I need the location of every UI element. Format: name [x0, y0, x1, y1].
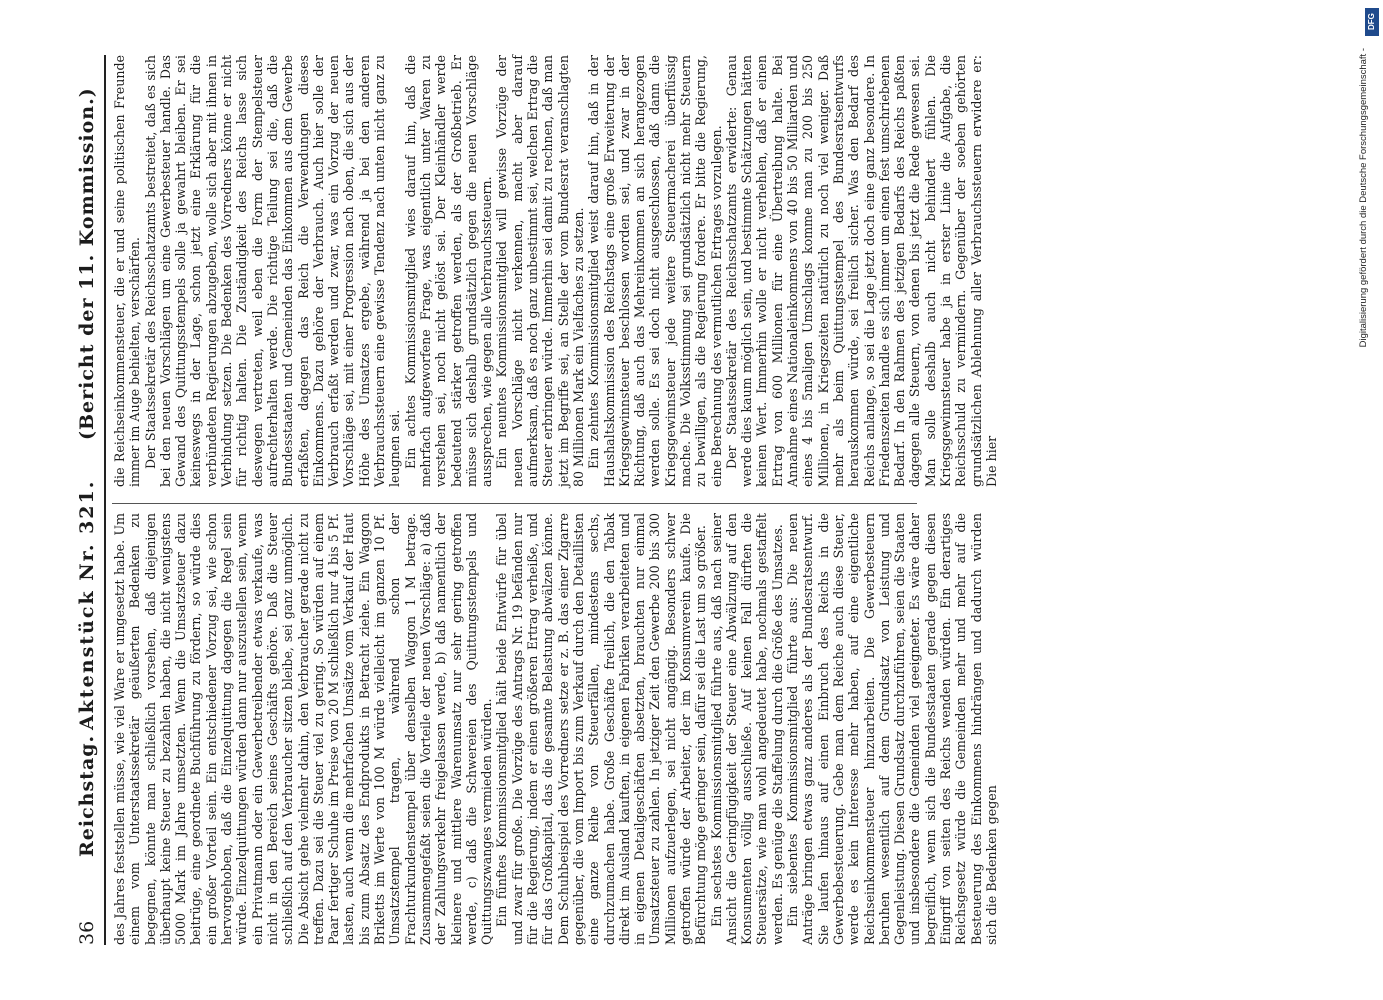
paragraph: Ein zehntes Kommissionsmitglied weist darauf hin, daß in der Haushaltskommission des Reichstags eine große Erweiterung der Kriegsgewinnsteuer beschlossen worden sei, und zwar in der Richtung, daß auch das Mehreinkommen an sich herangezogen werden solle. Es sei doch nicht ausgeschlossen, daß dann die Kriegsgewinnsteuer jede weitere Steuermacherei überflüssig mache. Die Volksstimmung sei grundsätzlich nicht mehr Steuern zu bewilligen, als die Regierung fordere. Er bitte die Regierung, eine Berechnung des vermutlichen Ertrages vorzulegen. — [586, 55, 724, 487]
document-title: Aktenstück Nr. 321. — [76, 479, 98, 730]
header-rule — [104, 55, 106, 945]
paragraph: des Jahres feststellen müsse, wie viel Ware er umgesetzt habe. Um einem vom Unterstaatssekretär geäußerten Bedenken zu begegnen, könnte man schließlich vorsehen, daß diejenigen überhaupt keine Steuer zu bezahlen haben, die nicht wenigstens 5000 Mark im Jahre umsetzten. Wenn die Umsatzsteuer dazu beitrüge, eine geordnete Buchführung zu fördern, so würde dies ein großer Vorteil sein. Ein entschiedener Vorzug sei, wie schon hervorgehoben, daß die Einzelquittung dagegen die Regel sein würde. Einzelquittungen würden dann nur auszustellen sein, wenn ein Privatmann oder ein Gewerbetreibender etwas verkaufe, was nicht in den Bereich seines Geschäfts gehöre. Daß die Steuer schließlich auf den Verbraucher sitzen bleibe, sei ganz unmöglich. Die Absicht gehe vielmehr dahin, den Verbraucher gerade nicht zu treffen. Dazu sei die Steuer viel zu gering. So würden auf einem Paar fertiger Schuhe im Preise von 20 M schließlich nur 4 bis 5 Pf. lasten, auch wenn die mehrfachen Umsätze vom Verkauf der Haut bis zum Absatz des Endprodukts in Betracht ziehe. Ein Waggon Briketts im Werte von 100 M würde vielleicht im ganzen 10 Pf. Umsatzstempel tragen, während schon der Frachturkundenstempel über denselben Waggon 1 M betrage. Zusammengefaßt seien die Vorteile der neuen Vorschläge: a) daß der Zahlungsverkehr freigelassen werde, b) daß namentlich der kleinere und mittlere Warenumsatz nur sehr gering getroffen werde, c) daß die Schwereien des Quittungsstempels und Quittungszwanges vermieden würden. — [112, 513, 495, 945]
digitization-credit-sidebar — [1358, 8, 1380, 992]
text-column-right — [112, 55, 999, 487]
paragraph: Ein neuntes Kommissionsmitglied will gewisse Vorzüge der neuen Vorschläge nicht verkennen, macht aber darauf aufmerksam, daß es noch ganz unbestimmt sei, welchen Ertrag die Steuer erbringen würde. Immerhin sei damit zu rechnen, daß man jetzt im Begriffe sei, an Stelle der vom Bundesrat veranschlagten 80 Millionen Mark ein Vielfaches zu setzen. — [494, 55, 586, 487]
paragraph: Ein sechstes Kommissionsmitglied führte aus, daß nach seiner Ansicht die Geringfügigkeit der Steuer eine Abwälzung auf den Konsumenten völlig ausschließe. Auf keinen Fall dürften die Steuersätze, wie man wohl angedeutet habe, nochmals gestaffelt werden. Es genüge die Staffelung durch die Größe des Umsatzes. — [708, 513, 785, 945]
paragraph: Ein achtes Kommissionsmitglied wies darauf hin, daß die mehrfach aufgeworfene Frage, was eigentlich unter Waren zu verstehen sei, noch nicht gelöst sei. Der Kleinhändler werde bedeutend stärker getroffen werden, als der Großbetrieb. Er müsse sich deshalb grundsätzlich gegen die neuen Vorschläge aussprechen, wie gegen alle Verbrauchssteuern. — [402, 55, 495, 487]
dfg-logo: DFG — [1365, 8, 1379, 36]
paragraph: die Reichseinkommensteuer, die er und seine politischen Freunde immer im Auge behielten, verschärfen. — [112, 55, 143, 487]
page-header — [76, 55, 106, 945]
column-divider — [112, 503, 917, 504]
paragraph: Der Staatssekretär des Reichsschatzamts bestreitet, daß es sich bei den neuen Vorschlägen um eine Gewerbesteuer handle. Das Gewand des Quittungsstempels solle ja gewahrt bleiben. Er sei keineswegs in der Lage, schon jetzt eine Erklärung für die verbündeten Regierungen abzugeben, wolle sich aber mit ihnen in Verbindung setzen. Die Bedenken des Vorredners könne er nicht für richtig halten. Die Zuständigkeit des Reichs lasse sich deswegen vertreten, weil eben die Form der Stempelsteuer aufrechterhalten werde. Die richtige Teilung sei die, daß die Bundesstaaten und Gemeinden das Einkommen aus dem Gewerbe erfaßten, dagegen das Reich die Verwendungen dieses Einkommens. Dazu gehöre der Verbrauch. Auch hier solle der Verbrauch erfaßt werden und zwar, was ein Vorzug der neuen Vorschläge sei, mit einer Progression nach oben, die sich aus der Höhe des Umsatzes ergebe, während ja bei den anderen Verbrauchssteuern eine gewisse Tendenz nach unten nicht ganz zu leugnen sei. — [142, 55, 403, 487]
report-title: (Bericht der 11. Kommission.) — [76, 87, 98, 440]
paragraph: Ein fünftes Kommissionsmitglied hält beide Entwürfe für übel und zwar für große. Die Vorzüge des Antrags Nr. 19 befänden nur für die Regierung, indem er einen größeren Ertrag verheiße, und für das Großkapital, das die gesamte Belastung abwälzen könne. Dem Schuhbeispiel des Vorredners setze er z. B. das einer Zigarre gegenüber, die vom Import bis zum Verkauf durch den Detaillisten eine ganze Reihe von Steuerfällen, mindestens sechs, durchzumachen habe. Große Geschäfte freilich, die den Tabak direkt im Ausland kauften, in eigenen Fabriken verarbeiteten und in eigenen Detailgeschäften absetzten, brauchten nur einmal Umsatzsteuer zu zahlen. In jetziger Zeit den Gewerbe 200 bis 300 Millionen aufzuerlegen, sei nicht angängig. Besonders schwer getroffen würde der Arbeiter, der im Konsumverein kaufe. Die Befürchtung möge geringer sein, dafür sei die Last um so größer. — [494, 513, 709, 945]
organization-title: Reichstag. — [76, 734, 98, 857]
paragraph: Der Staatssekretär des Reichsschatzamts erwiderte: Genau werde dies kaum möglich sein, und bestimmte Schätzungen hätten keinen Wert. Immerhin wolle er nicht verhehlen, daß er einen Ertrag von 600 Millionen für eine Übertreibung halte. Bei Annahme eines Nationaleinkommens von 40 bis 50 Milliarden und eines 4 bis 5maligen Umschlags komme man zu 200 bis 250 Millionen, in Kriegszeiten natürlich zu noch viel weniger. Daß mehr als beim Quittungsstempel des Bundesratsentwurfs herauskommen würde, sei freilich sicher. Was den Bedarf des Reichs anlange, so sei die Lage jetzt doch eine ganz besondere. In Friedenszeiten handle es sich immer um einen fest umschriebenen Bedarf. In den Rahmen des jetzigen Bedarfs des Reichs paßten dagegen alle Steuern, von denen bis jetzt die Rede gewesen sei. Man solle deshalb auch nicht behindert fühlen. Die Kriegsgewinnsteuer habe ja in erster Linie die Aufgabe, die Reichsschuld zu vermindern. Gegenüber der soeben gehörten grundsätzlichen Ablehnung aller Verbrauchssteuern erwidere er: Die hier — [723, 55, 999, 487]
paragraph: Ein siebentes Kommissionsmitglied führte aus: Die neuen Anträge bringen etwas ganz anderes als der Bundesratsentwurf. Sie laufen hinaus auf einen Einbruch des Reichs in die Gewerbebesteuerung. Gebe man dem Reiche auch diese Steuer, werde es kein Interesse mehr haben, auf eine eigentliche Reichseinkommensteuer hinzuarbeiten. Die Gewerbesteuern beruhen wesentlich auf dem Grundsatz von Leistung und Gegenleistung. Diesen Grundsatz durchzuführen, seien die Staaten und insbesondere die Gemeinden viel geeigneter. Es wäre daher begreiflich, wenn sich die Bundesstaaten gerade gegen diesen Eingriff von seiten des Reichs wenden würden. Ein derartiges Reichsgesetz würde die Gemeinden mehr und mehr auf die Besteuerung des Einkommens hindrängen und dadurch würden sich die Bedenken gegen — [785, 513, 999, 945]
page-number: 36 — [76, 920, 98, 945]
digitization-credit: Digitalisierung gefördert durch die Deutsche Forschungsgemeinschaft - — [1358, 48, 1369, 348]
text-column-left — [112, 513, 999, 945]
